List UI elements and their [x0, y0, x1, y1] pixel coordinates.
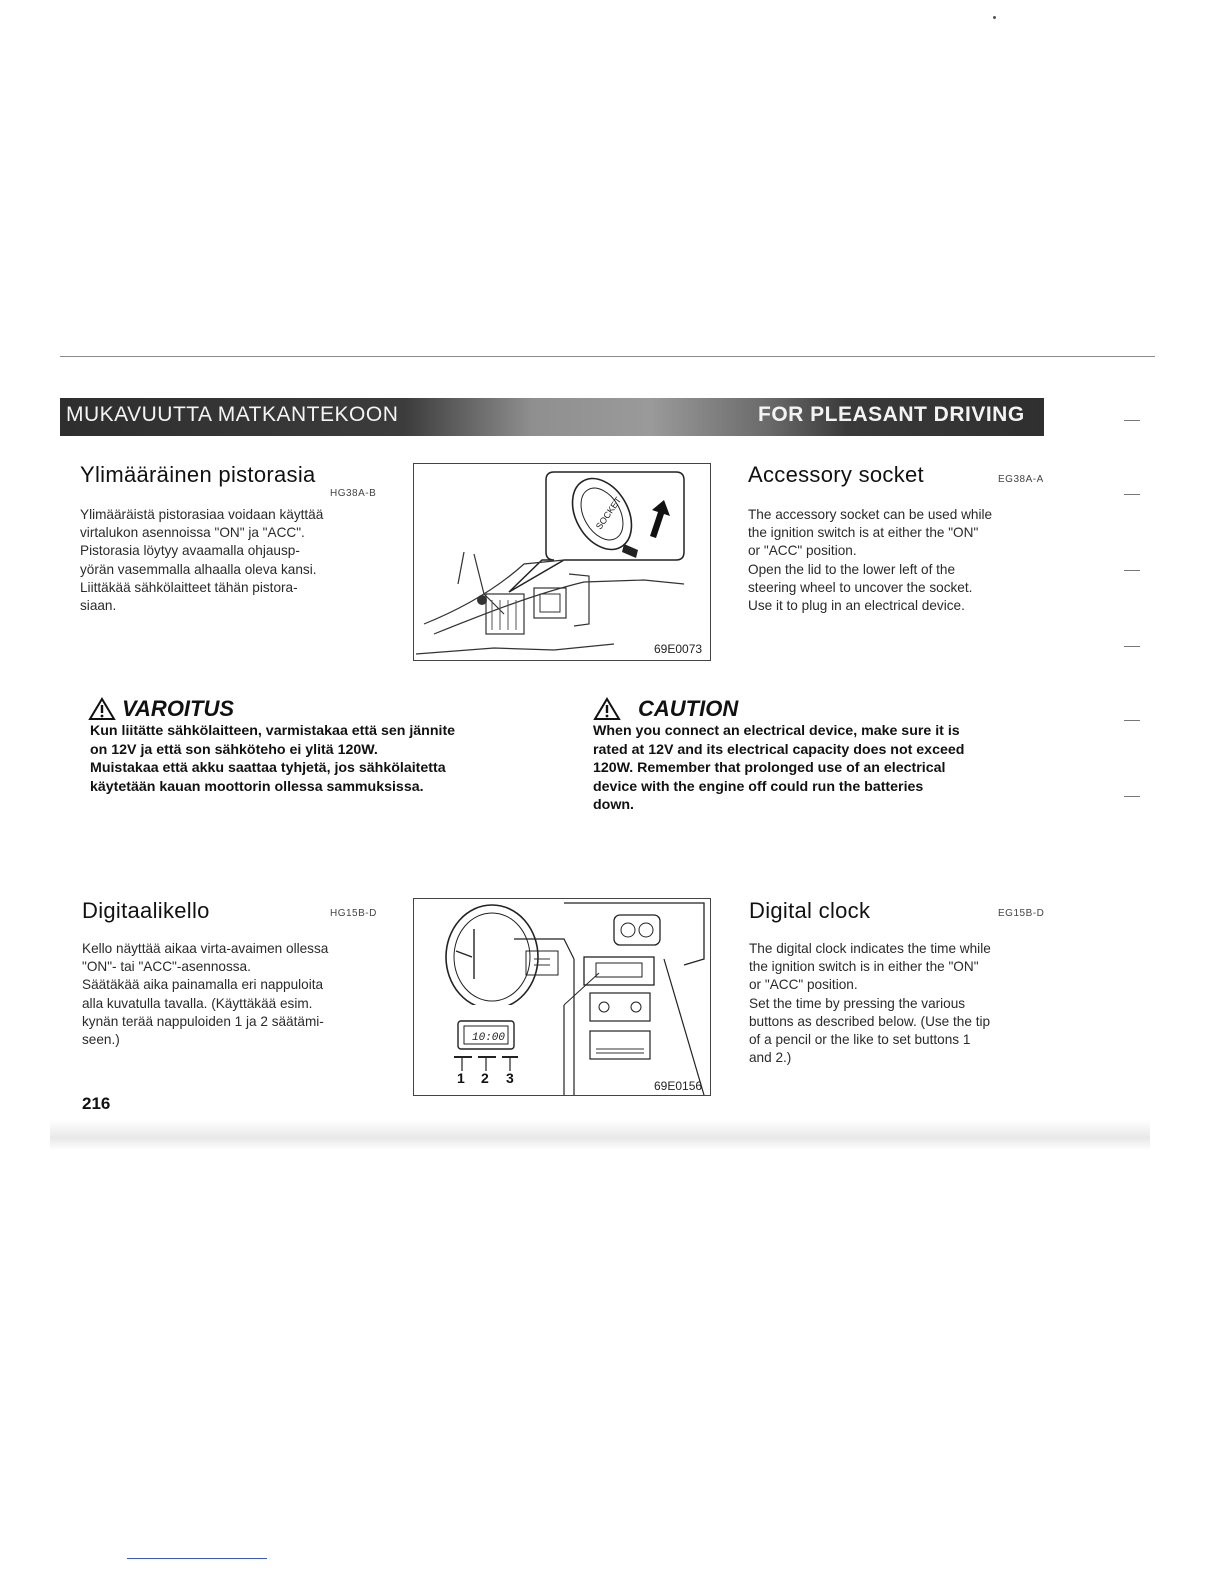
socket-body-en: The accessory socket can be used while the ignition switch is at either the "ON" or "ACC" position. Open the lid to the lower left of the steering wheel to uncover the socket. Use it to plug in an electrical device.	[748, 507, 993, 614]
top-rule	[60, 356, 1155, 357]
banner-title-en: FOR PLEASANT DRIVING	[758, 403, 1025, 426]
caution-title-en: CAUTION	[638, 696, 739, 721]
socket-title-fi: Ylimääräinen pistorasia	[80, 462, 316, 487]
warning-body-fi: Kun liitätte sähkölaitteen, varmistakaa että sen jännite on 12V ja että son sähköteho ei ylitä 120W. Muistakaa että akku saattaa tyhjetä, jos sähkölaitetta käytetään kauan moottorin ollessa sammuksissa.	[90, 723, 456, 795]
dashboard-illustration	[414, 899, 710, 1095]
socket-figure	[413, 463, 711, 661]
clock-title-en: Digital clock	[749, 898, 871, 923]
clock-title-fi: Digitaalikello	[82, 898, 210, 923]
caution-body-en: When you connect an electrical device, make sure it is rated at 12V and its electrical capacity does not exceed 120W. Remember that prolonged use of an electrical device with the engine off could run the batteries down.	[593, 723, 965, 813]
bottom-rule	[127, 1558, 267, 1559]
clock-button-2-label: 2	[481, 1070, 489, 1086]
clock-button-1-label: 1	[457, 1070, 465, 1086]
clock-code-fi: HG15B-D	[330, 908, 377, 919]
socket-title-en: Accessory socket	[748, 462, 924, 487]
socket-illustration	[414, 464, 710, 660]
clock-body-fi: Kello näyttää aikaa virta-avaimen ollessa "ON"- tai "ACC"-asennossa. Säätäkää aika painamalla eri nappuloita alla kuvatulla tavalla. (Käyttäkää esim. kynän terää nappuloiden 1 ja 2 säätämi- seen.)	[82, 941, 329, 1048]
socket-figure-code: 69E0073	[654, 642, 703, 656]
clock-button-3-label: 3	[506, 1070, 514, 1086]
clock-display-readout: 10:00	[472, 1032, 506, 1044]
socket-code-fi: HG38A-B	[330, 488, 377, 499]
warning-title-fi: VAROITUS	[122, 696, 235, 721]
page-number: 216	[82, 1094, 111, 1113]
socket-code-en: EG38A-A	[998, 474, 1044, 485]
socket-body-fi: Ylimääräistä pistorasiaa voidaan käyttää virtalukon asennoissa "ON" ja "ACC". Pistorasia löytyy avaamalla ohjausp- yörän vasemmalla alhaalla oleva kansi. Liittäkää sähkölaitteet tähän pistora- siaan.	[80, 507, 324, 614]
clock-body-en: The digital clock indicates the time while the ignition switch is in either the "ON" or "ACC" position. Set the time by pressing the various buttons as described below. (Use the tip of a pencil or the like to set buttons 1 and 2.)	[749, 941, 991, 1066]
clock-code-en: EG15B-D	[998, 908, 1045, 919]
clock-figure	[413, 898, 711, 1096]
scan-shadow	[50, 1120, 1150, 1150]
banner-title-fi: MUKAVUUTTA MATKANTEKOON	[66, 403, 399, 426]
scan-speck	[993, 16, 996, 19]
clock-figure-code: 69E0156	[654, 1079, 703, 1093]
socket-lid-label: SOCKET	[593, 495, 624, 532]
